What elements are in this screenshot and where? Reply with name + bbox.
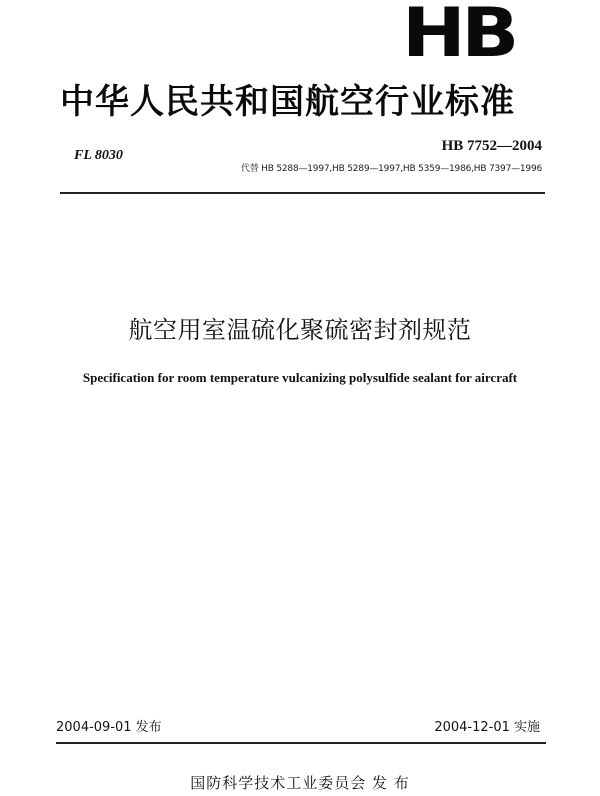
org-title: 中华人民共和国航空行业标准 [60, 82, 515, 122]
issue-date: 2004-09-01 发布 [56, 720, 162, 735]
top-divider [60, 192, 545, 194]
classification-code: FL 8030 [74, 148, 123, 163]
title-english: Specification for room temperature vulcanizing polysulfide sealant for aircraft [82, 370, 518, 385]
replaces-note: 代替 HB 5288—1997,HB 5289—1997,HB 5359—1986,HB 7397—1996 [240, 164, 542, 174]
issuer: 国防科学技术工业委员会 发 布 [190, 774, 410, 792]
standard-number: HB 7752—2004 [441, 138, 542, 154]
implementation-date: 2004-12-01 实施 [434, 720, 540, 735]
hb-logo: HB [402, 0, 515, 73]
title-chinese: 航空用室温硫化聚硫密封剂规范 [128, 316, 472, 344]
bottom-divider [56, 742, 546, 744]
